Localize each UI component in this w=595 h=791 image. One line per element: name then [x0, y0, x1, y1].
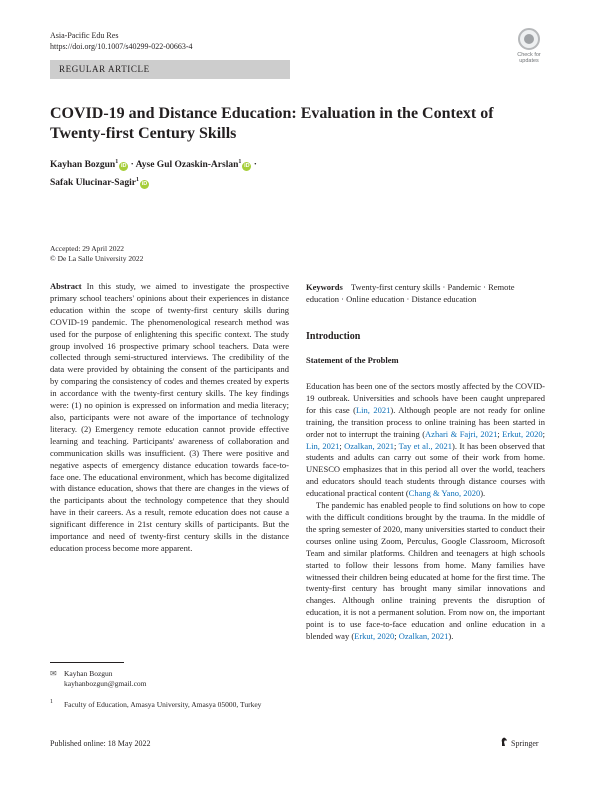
author-list — [50, 155, 370, 191]
keywords — [306, 281, 546, 305]
corresponding-author-email[interactable]: kayhanbozgun@gmail.com — [64, 679, 147, 688]
keywords-label: Keywords — [306, 282, 343, 292]
citation-link[interactable]: Lin, 2021 — [355, 404, 391, 415]
citation-link[interactable]: Azhari & Fajri, 2021 — [425, 428, 498, 439]
author-affiliation-mark: 1 — [238, 159, 242, 165]
paragraph: The pandemic has enabled people to find solutions on how to cope with the difficult conditions brought by the trauma. In the middle of the spring semester of 2020, many universities started to conduct their courses online using Zoom, Perculus, Google Classroom, Microsoft Team and similar platforms. Children and teenagers at high schools started to follow their lessons from home. Many families have witnessed their children being educated at home for the first time. The twenty-first century has brought many similar innovations and changes. Although online training prevents the disruption of education, it is not a permanent solution. From now on, the important point is to use face-to-face education and online education in a blended way (Erkut, 2020; Ozalkan, 2021). — [306, 500, 545, 642]
check-for-updates-badge[interactable] — [512, 28, 546, 68]
accepted-date: Accepted: 29 April 2022 — [50, 244, 124, 253]
published-date: Published online: 18 May 2022 — [50, 739, 151, 748]
abstract — [50, 281, 289, 555]
author-affiliation-mark: 1 — [115, 159, 119, 165]
abstract-text: In this study, we aimed to investigate the prospective primary school teachers' opinions about their experiences in distance education within the scope of twenty-first century skills during COVID-19 pandemic. The phenomenological research method was used for the purpose of enlightening this specific context. The study group involved 16 prospective primary school teachers. Data were collected through semi-structured interviews. The credibility of the data were provided by obtaining the consent of the participants and by comparing the consistency of codes and themes created by experts in accordance with the twenty-first century skills. The key findings were: (1) no opinion is expressed on information and media literacy; also, participants were not aware of the importance of technology literacy. (2) Emergency remote education cannot provide effective learning and teaching. Participants' awareness of collaboration and communication skills was insufficient. (3) There were positive and negative aspects of emergency distance education towards face-to-face one. The educational environment, which has become digitalized with distance education, shows that there are changes in the views of the participants about the technology competence that they should have in their careers. As a result, remote education does not cause a significant difference in 21st century skills of participants. But the importance and need of twenty-first century skills in the distance education process become more apparent. — [50, 281, 289, 553]
article-type-label: REGULAR ARTICLE — [59, 64, 150, 74]
affiliation-text: Faculty of Education, Amasya University, Amasya 05000, Turkey — [64, 700, 262, 709]
doi-link[interactable]: https://doi.org/10.1007/s40299-022-00663-4 — [50, 42, 193, 51]
article-dates — [50, 244, 143, 264]
orcid-icon[interactable]: iD — [141, 181, 148, 188]
citation-link[interactable]: Ozalkan, 2021 — [344, 440, 394, 451]
corresponding-author-name: Kayhan Bozgun — [64, 669, 113, 678]
journal-name: Asia-Pacific Edu Res — [50, 31, 119, 40]
orcid-icon[interactable]: iD — [120, 163, 127, 170]
affiliation-number: 1 — [50, 699, 53, 705]
section-heading: Introduction — [306, 331, 361, 342]
paragraph: Education has been one of the sectors mostly affected by the COVID-19 outbreak. Universities and schools have been caught unprepared for this case (Lin, 2021). Although people are not ready for online training, the transition process to online training has been started in order not to interrupt the training (Azhari & Fajri, 2021; Erkut, 2020; Lin, 2021; Ozalkan, 2021; Tay et al., 2021). It has been observed that students and adults can carry out some of their work from home. UNESCO emphasizes that in this period all over the world, teachers and educators should teach students through distance courses with educational practical content (Chang & Yano, 2020). — [306, 381, 545, 499]
footnote-divider — [50, 662, 124, 663]
article-type-banner — [50, 60, 290, 79]
check-for-updates-icon — [518, 28, 540, 50]
author-separator: · — [130, 160, 134, 171]
springer-horse-icon — [500, 737, 508, 747]
citation-link[interactable]: Lin, 2021 — [306, 440, 340, 451]
keywords-text: Twenty-first century skills · Pandemic · Remote education · Online education · Distance education — [306, 282, 515, 304]
citation-link[interactable]: Erkut, 2020 — [502, 428, 543, 439]
article-title: COVID-19 and Distance Education: Evaluation in the Context of Twenty-first Century Skills — [50, 105, 494, 142]
citation-link[interactable]: Tay et al., 2021 — [398, 440, 452, 451]
author-name: Kayhan Bozgun — [50, 160, 116, 171]
body-text — [306, 381, 545, 643]
orcid-icon[interactable]: iD — [244, 163, 250, 170]
subsection-heading: Statement of the Problem — [306, 355, 399, 365]
author-name: Safak Ulucinar-Sagir — [50, 178, 136, 189]
author-affiliation-mark: 1 — [135, 177, 139, 184]
envelope-icon: ✉ — [50, 669, 57, 678]
author-separator: · — [253, 160, 257, 171]
abstract-label: Abstract — [50, 281, 82, 291]
author-name: Ayse Gul Ozaskin-Arslan — [135, 160, 239, 171]
check-for-updates-label: Check for updates — [517, 52, 541, 64]
publisher-logo — [500, 737, 539, 749]
publisher-name: Springer — [511, 739, 539, 748]
citation-link[interactable]: Chang & Yano, 2020 — [408, 488, 481, 499]
citation-link[interactable]: Ozalkan, 2021 — [398, 631, 449, 642]
copyright-notice: © De La Salle University 2022 — [50, 254, 144, 263]
citation-link[interactable]: Erkut, 2020 — [354, 631, 395, 642]
